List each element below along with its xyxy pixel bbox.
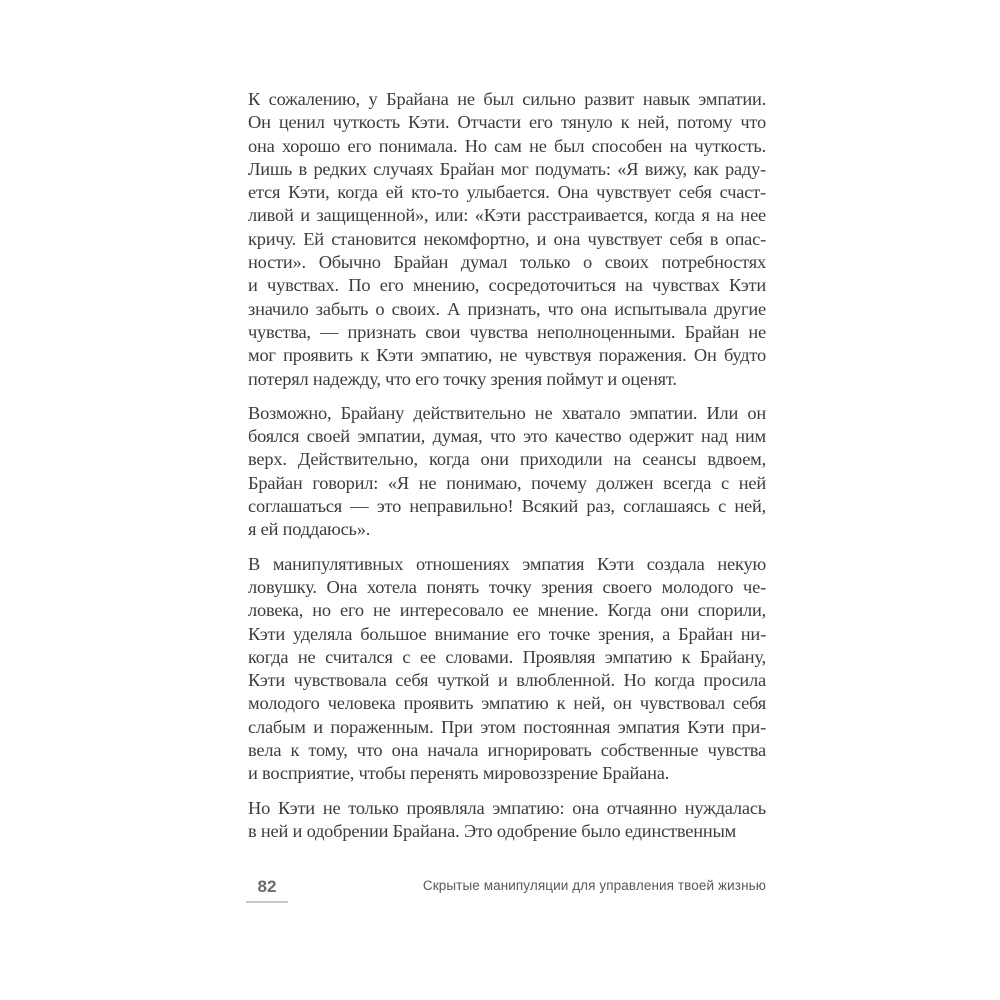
text-line: Но Кэти не только проявляла эмпатию: она отчаянно нуждалась bbox=[248, 797, 766, 818]
text-line: в ней и одобрении Брайана. Это одобрение было единственным bbox=[248, 820, 737, 841]
text-line: слабым и пораженным. При этом постоянная эмпатия Кэти при- bbox=[248, 716, 766, 737]
text-line: и восприятие, чтобы перенять мировоззрение Брайана. bbox=[248, 763, 670, 784]
text-line: ловушку. Она хотела понять точку зрения своего молодого че- bbox=[248, 576, 766, 597]
paragraph bbox=[248, 797, 766, 844]
text-line: ливой и защищенной», или: «Кэти расстраивается, когда я на нее bbox=[248, 205, 766, 226]
paragraph bbox=[248, 402, 766, 542]
text-line: и чувствах. По его мнению, сосредоточиться на чувствах Кэти bbox=[248, 275, 766, 296]
text-line: В манипулятивных отношениях эмпатия Кэти создала некую bbox=[248, 553, 766, 574]
text-line: ется Кэти, когда ей кто-то улыбается. Она чувствует себя счаст- bbox=[248, 182, 766, 203]
text-line: Он ценил чуткость Кэти. Отчасти его тянуло к ней, потому что bbox=[248, 112, 766, 133]
page-number-block bbox=[246, 877, 288, 903]
text-line: Возможно, Брайану действительно не хватало эмпатии. Или он bbox=[248, 402, 766, 423]
page-number: 82 bbox=[257, 877, 277, 896]
text-line: мог проявить к Кэти эмпатию, не чувствуя поражения. Он будто bbox=[248, 345, 766, 366]
text-line: ловека, но его не интересовало ее мнение. Когда они спорили, bbox=[248, 600, 766, 621]
text-line: молодого человека проявить эмпатию к ней, он чувствовал себя bbox=[248, 693, 766, 714]
text-line: я ей поддаюсь». bbox=[248, 519, 371, 540]
text-line: боялся своей эмпатии, думая, что это качество одержит над ним bbox=[248, 426, 766, 447]
running-title: Скрытые манипуляции для управления твоей жизнью bbox=[422, 878, 766, 893]
text-line: ности». Обычно Брайан думал только о своих потребностях bbox=[248, 252, 766, 273]
text-line: когда не считался с ее словами. Проявляя эмпатию к Брайану, bbox=[248, 646, 766, 667]
text-line: потерял надежду, что его точку зрения поймут и оценят. bbox=[248, 368, 677, 389]
text-line: Кэти уделяла большое внимание его точке зрения, а Брайан ни- bbox=[248, 623, 766, 644]
text-line: чувства, — признать свои чувства неполноценными. Брайан не bbox=[248, 321, 766, 342]
text-line: кричу. Ей становится некомфортно, и она чувствует себя в опас- bbox=[248, 228, 766, 249]
paragraph bbox=[248, 88, 766, 391]
text-line: Лишь в редких случаях Брайан мог подумать: «Я вижу, как раду- bbox=[248, 158, 766, 179]
text-line: вела к тому, что она начала игнорировать собственные чувства bbox=[248, 740, 766, 761]
text-line: соглашаться — это неправильно! Всякий раз, соглашаясь с ней, bbox=[248, 496, 766, 517]
page-number-rule bbox=[246, 901, 288, 903]
text-block bbox=[248, 88, 766, 843]
text-line: Брайан говорил: «Я не понимаю, почему должен всегда с ней bbox=[248, 472, 766, 493]
text-line: Кэти чувствовала себя чуткой и влюбленной. Но когда просила bbox=[248, 670, 766, 691]
paragraph bbox=[248, 553, 766, 786]
text-line: значило забыть о своих. А признать, что она испытывала другие bbox=[248, 298, 766, 319]
text-line: верх. Действительно, когда они приходили на сеансы вдвоем, bbox=[248, 449, 766, 470]
text-line: она хорошо его понимала. Но сам не был способен на чуткость. bbox=[248, 135, 766, 156]
text-line: К сожалению, у Брайана не был сильно развит навык эмпатии. bbox=[248, 89, 766, 109]
